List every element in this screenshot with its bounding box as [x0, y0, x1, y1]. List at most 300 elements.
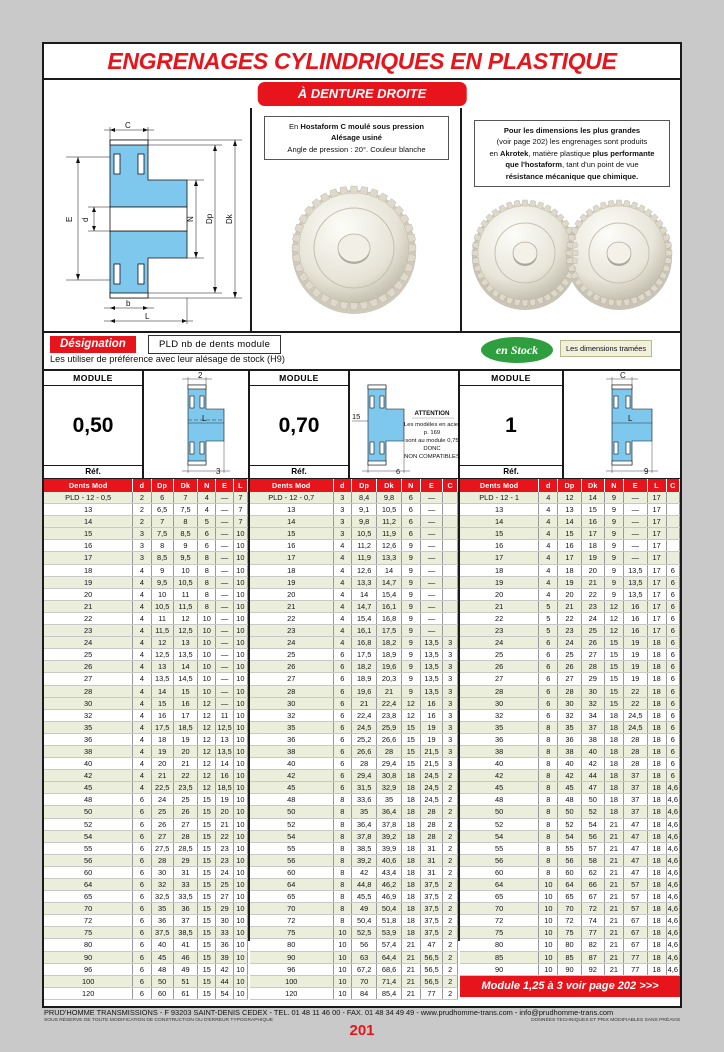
- table-row[interactable]: [460, 552, 680, 564]
- table-row[interactable]: [250, 516, 458, 528]
- cell-l: 10: [233, 866, 247, 878]
- cell-c: 6: [666, 576, 679, 588]
- cell-dk: 28: [377, 745, 402, 757]
- cell-n: 18: [401, 915, 420, 927]
- table-row[interactable]: [44, 625, 248, 637]
- cell-c: 4,6: [667, 807, 678, 817]
- table-row[interactable]: [44, 782, 248, 794]
- table-row[interactable]: [250, 637, 458, 649]
- table-row[interactable]: [44, 806, 248, 818]
- table-row[interactable]: [460, 721, 680, 733]
- table-row[interactable]: [250, 963, 458, 975]
- cell-dk: 25: [581, 625, 604, 637]
- table-row[interactable]: [460, 879, 680, 891]
- cell-l: 10: [233, 891, 247, 903]
- table-row[interactable]: [44, 975, 248, 987]
- cell-dp: 35: [558, 721, 581, 733]
- table-row[interactable]: [460, 866, 680, 878]
- col-header-e: E: [420, 479, 443, 492]
- cell-dp: 25: [558, 649, 581, 661]
- cell-dp: 9,8: [352, 516, 377, 528]
- table-row[interactable]: [250, 782, 458, 794]
- cell-dk: 9: [173, 540, 197, 552]
- table-row[interactable]: [460, 830, 680, 842]
- cell-d: 4: [539, 528, 558, 540]
- cell-c: 6: [666, 721, 679, 733]
- table-row[interactable]: [250, 492, 458, 504]
- cell-dp: 52: [558, 818, 581, 830]
- table-row[interactable]: [460, 915, 680, 927]
- table-row[interactable]: [44, 612, 248, 624]
- table-row[interactable]: [44, 540, 248, 552]
- table-row[interactable]: [250, 987, 458, 999]
- table-row[interactable]: [460, 697, 680, 709]
- table-row[interactable]: [44, 685, 248, 697]
- dim-label-N: N: [186, 216, 195, 222]
- table-row[interactable]: [460, 564, 680, 576]
- cell-d: 10: [539, 963, 558, 975]
- table-row[interactable]: [250, 673, 458, 685]
- table-row[interactable]: [460, 782, 680, 794]
- table-row[interactable]: [44, 637, 248, 649]
- cell-d: 4: [539, 576, 558, 588]
- table-row[interactable]: [460, 516, 680, 528]
- cell-dp: 80: [558, 939, 581, 951]
- cell-dk: 42: [581, 758, 604, 770]
- table-row[interactable]: [250, 927, 458, 939]
- table-row[interactable]: [250, 588, 458, 600]
- cell-c: 3: [443, 649, 458, 661]
- see-page-202-bar[interactable]: Module 1,25 à 3 voir page 202 >>>: [460, 976, 680, 997]
- cell-dp: 45,5: [352, 891, 377, 903]
- cell-dp: 19: [151, 745, 173, 757]
- table-row[interactable]: [44, 794, 248, 806]
- table-row[interactable]: [44, 576, 248, 588]
- table-row[interactable]: [250, 854, 458, 866]
- cell-c: 3: [443, 673, 458, 685]
- cell-n: 18: [401, 830, 420, 842]
- cell-l: 10: [233, 915, 247, 927]
- cell-dk: 82: [581, 939, 604, 951]
- cell-dk: 16,1: [377, 600, 402, 612]
- cell-l: 18: [647, 927, 666, 939]
- table-row[interactable]: [44, 963, 248, 975]
- cell-e: 37,5: [420, 891, 443, 903]
- cell-d: 10: [539, 915, 558, 927]
- cell-dk: 28: [581, 661, 604, 673]
- cell-dk: 30: [581, 685, 604, 697]
- table-row[interactable]: [250, 685, 458, 697]
- cell-designation: 75: [44, 927, 133, 939]
- cell-d: 8: [539, 758, 558, 770]
- table-row[interactable]: [44, 866, 248, 878]
- cell-d: 10: [333, 951, 352, 963]
- table-row[interactable]: [250, 552, 458, 564]
- cell-l: 10: [233, 951, 247, 963]
- cell-c: 6: [666, 600, 679, 612]
- cell-n: 15: [401, 733, 420, 745]
- cell-dp: 28: [352, 758, 377, 770]
- table-row[interactable]: [44, 842, 248, 854]
- spec-table-module-1: [460, 479, 680, 976]
- cell-d: 6: [133, 987, 151, 999]
- table-row[interactable]: [44, 492, 248, 504]
- table-row[interactable]: [460, 927, 680, 939]
- table-row[interactable]: [460, 951, 680, 963]
- cell-dp: 21: [352, 697, 377, 709]
- table-row[interactable]: [250, 528, 458, 540]
- cell-dk: 31: [173, 866, 197, 878]
- cell-e: —: [216, 673, 233, 685]
- cell-dp: 11,2: [352, 540, 377, 552]
- table-row[interactable]: [44, 661, 248, 673]
- table-row[interactable]: [460, 576, 680, 588]
- table-row[interactable]: [250, 879, 458, 891]
- cell-c: 2: [443, 770, 458, 782]
- cell-c: 2: [443, 963, 458, 975]
- table-row[interactable]: [44, 721, 248, 733]
- cell-c: 4,6: [667, 952, 678, 962]
- cell-dp: 38: [558, 745, 581, 757]
- cell-l: 17: [647, 564, 666, 576]
- cell-d: 6: [133, 879, 151, 891]
- cell-designation: 32: [44, 709, 133, 721]
- cell-e: 67: [623, 915, 647, 927]
- cell-e: 42: [216, 963, 233, 975]
- cell-e: 16: [623, 600, 647, 612]
- cell-dk: 68,6: [377, 963, 402, 975]
- cell-l: 18: [647, 782, 666, 794]
- table-row[interactable]: [460, 637, 680, 649]
- cell-c: 2: [443, 854, 458, 866]
- table-row[interactable]: [460, 625, 680, 637]
- cell-dk: 77: [581, 927, 604, 939]
- table-row[interactable]: [44, 891, 248, 903]
- cell-d: 10: [539, 879, 558, 891]
- table-row[interactable]: [44, 600, 248, 612]
- cell-designation: 40: [250, 758, 333, 770]
- cell-dp: 17,5: [151, 721, 173, 733]
- table-row[interactable]: [460, 794, 680, 806]
- cell-n: 21: [604, 927, 623, 939]
- table-row[interactable]: [44, 649, 248, 661]
- cell-designation: 26: [250, 661, 333, 673]
- col-header-dp: Dp: [558, 479, 581, 492]
- table-row[interactable]: [460, 540, 680, 552]
- cell-dk: 36: [173, 903, 197, 915]
- cell-designation: 54: [250, 830, 333, 842]
- cell-e: 37: [623, 794, 647, 806]
- table-row[interactable]: [250, 564, 458, 576]
- table-row[interactable]: [250, 818, 458, 830]
- cell-n: 18: [401, 891, 420, 903]
- cell-dp: 50,4: [352, 915, 377, 927]
- table-row[interactable]: [250, 915, 458, 927]
- table-row[interactable]: [460, 685, 680, 697]
- cell-designation: 70: [44, 903, 133, 915]
- cell-d: 6: [539, 709, 558, 721]
- table-row[interactable]: [250, 612, 458, 624]
- module-070-dim-center: 15: [352, 412, 361, 421]
- table-row[interactable]: [44, 733, 248, 745]
- col-header-dents-mod: Dents Mod: [250, 479, 333, 492]
- attention-line5: NON COMPATIBLES: [404, 454, 460, 460]
- table-row[interactable]: [44, 528, 248, 540]
- table-row[interactable]: [44, 854, 248, 866]
- cell-e: 36: [216, 939, 233, 951]
- cell-c: 6: [666, 637, 679, 649]
- cell-l: 10: [233, 576, 247, 588]
- cell-c: 4,6: [667, 795, 678, 805]
- table-row[interactable]: [44, 939, 248, 951]
- table-row[interactable]: [250, 770, 458, 782]
- cell-dp: 48: [151, 963, 173, 975]
- cell-d: 4: [333, 540, 352, 552]
- table-row[interactable]: [250, 600, 458, 612]
- col-header-l: L: [647, 479, 666, 492]
- table-row[interactable]: [460, 842, 680, 854]
- table-row[interactable]: [44, 673, 248, 685]
- cell-dk: 10,5: [377, 504, 402, 516]
- cell-designation: 52: [44, 818, 133, 830]
- table-row[interactable]: [460, 758, 680, 770]
- cell-designation: 40: [44, 758, 133, 770]
- table-row[interactable]: [250, 866, 458, 878]
- cell-c: 4,6: [667, 964, 678, 974]
- cell-d: 5: [539, 625, 558, 637]
- cell-d: 8: [539, 842, 558, 854]
- cell-c: 2: [443, 975, 458, 987]
- cell-e: 22: [623, 697, 647, 709]
- cell-dp: 49: [352, 903, 377, 915]
- cell-n: 15: [198, 806, 216, 818]
- table-row[interactable]: [44, 770, 248, 782]
- cell-e: 18,5: [217, 783, 232, 793]
- table-row[interactable]: [250, 830, 458, 842]
- cell-dp: 11,5: [151, 625, 173, 637]
- table-row[interactable]: [460, 939, 680, 951]
- table-row[interactable]: [250, 504, 458, 516]
- table-row[interactable]: [460, 528, 680, 540]
- table-row[interactable]: [44, 830, 248, 842]
- cell-designation: 25: [44, 649, 133, 661]
- cell-n: 8: [198, 576, 216, 588]
- table-row[interactable]: [44, 709, 248, 721]
- cell-n: 21: [401, 939, 420, 951]
- cell-l: 10: [233, 540, 247, 552]
- table-row[interactable]: [44, 552, 248, 564]
- table-row[interactable]: [460, 733, 680, 745]
- cell-dp: 28: [151, 854, 173, 866]
- cell-dk: 67: [581, 891, 604, 903]
- table-row[interactable]: [44, 903, 248, 915]
- table-row[interactable]: [460, 745, 680, 757]
- cell-n: 12: [604, 600, 623, 612]
- cell-dp: 7,5: [151, 528, 173, 540]
- table-row[interactable]: [44, 588, 248, 600]
- table-row[interactable]: [44, 564, 248, 576]
- table-row[interactable]: [460, 903, 680, 915]
- cell-dp: 64: [558, 879, 581, 891]
- table-row[interactable]: [44, 818, 248, 830]
- cell-designation: 15: [460, 528, 539, 540]
- cell-d: 10: [333, 975, 352, 987]
- table-row[interactable]: [250, 540, 458, 552]
- table-row[interactable]: [44, 516, 248, 528]
- table-row[interactable]: [250, 721, 458, 733]
- table-row[interactable]: [250, 733, 458, 745]
- cell-c: 4,6: [667, 892, 678, 902]
- cell-e: 56,5: [420, 963, 443, 975]
- cell-d: 6: [333, 733, 352, 745]
- cell-l: 10: [233, 939, 247, 951]
- cell-dk: 13,3: [377, 552, 402, 564]
- table-row[interactable]: [250, 661, 458, 673]
- cell-dk: 29: [581, 673, 604, 685]
- footer-company-line: PRUD'HOMME TRANSMISSIONS - F 93203 SAINT-DENIS CEDEX - TEL. 01 48 11 46 00 - FAX. 01 48 34 49 49 - www.prudhomme-trans.com - info@prudhomme-trans.com: [44, 1008, 614, 1017]
- col-header-d: d: [539, 479, 558, 492]
- cell-d: 4: [133, 612, 151, 624]
- cell-c: [666, 516, 679, 528]
- table-row[interactable]: [44, 951, 248, 963]
- cell-e: 77: [420, 987, 443, 999]
- cell-designation: 32: [250, 709, 333, 721]
- table-row[interactable]: [460, 854, 680, 866]
- table-row[interactable]: [460, 504, 680, 516]
- cell-n: 21: [604, 818, 623, 830]
- cell-e: 57: [623, 891, 647, 903]
- table-row[interactable]: [44, 697, 248, 709]
- cell-d: 6: [539, 685, 558, 697]
- cell-dp: 16: [151, 709, 173, 721]
- cell-dk: 46: [173, 951, 197, 963]
- table-row[interactable]: [250, 975, 458, 987]
- cell-n: 15: [401, 758, 420, 770]
- cell-e: 23: [216, 854, 233, 866]
- cell-e: 24,5: [623, 709, 647, 721]
- cell-l: 10: [233, 733, 247, 745]
- cell-d: 3: [333, 504, 352, 516]
- cell-n: 9: [401, 625, 420, 637]
- table-row[interactable]: [250, 951, 458, 963]
- cell-c: 4,6: [667, 928, 678, 938]
- cell-c: [443, 625, 458, 637]
- table-row[interactable]: [44, 504, 248, 516]
- cell-c: 6: [666, 745, 679, 757]
- table-row[interactable]: [460, 492, 680, 504]
- cell-l: 10: [233, 927, 247, 939]
- table-row[interactable]: [250, 794, 458, 806]
- table-row[interactable]: [460, 818, 680, 830]
- cell-e: 16: [420, 709, 443, 721]
- table-row[interactable]: [460, 649, 680, 661]
- table-row[interactable]: [460, 770, 680, 782]
- cell-n: 18: [401, 866, 420, 878]
- cell-e: —: [623, 552, 647, 564]
- table-row[interactable]: [44, 987, 248, 999]
- table-row[interactable]: [44, 927, 248, 939]
- module-ref: Réf.: [460, 465, 562, 478]
- table-row[interactable]: [250, 697, 458, 709]
- cell-e: 13,5: [623, 564, 647, 576]
- cell-d: 4: [133, 673, 151, 685]
- cell-dp: 48: [558, 794, 581, 806]
- table-row[interactable]: [460, 806, 680, 818]
- cell-dk: 33: [173, 879, 197, 891]
- cell-e: —: [216, 697, 233, 709]
- cell-d: 2: [133, 504, 151, 516]
- cell-n: 15: [198, 818, 216, 830]
- table-row[interactable]: [460, 963, 680, 975]
- cell-d: 5: [539, 600, 558, 612]
- cell-c: 3: [443, 697, 458, 709]
- cell-dp: 20: [151, 758, 173, 770]
- cell-designation: PLD - 12 - 0,7: [250, 492, 333, 504]
- table-row[interactable]: [250, 891, 458, 903]
- table-row[interactable]: [44, 915, 248, 927]
- cell-e: 19: [623, 661, 647, 673]
- cell-dp: 17,5: [352, 649, 377, 661]
- table-row[interactable]: [460, 612, 680, 624]
- table-row[interactable]: [250, 576, 458, 588]
- table-row[interactable]: [250, 649, 458, 661]
- table-row[interactable]: [460, 673, 680, 685]
- table-row[interactable]: [250, 758, 458, 770]
- cell-designation: 100: [250, 975, 333, 987]
- module-label: MODULE: [44, 371, 142, 386]
- table-row[interactable]: [44, 879, 248, 891]
- table-row[interactable]: [44, 758, 248, 770]
- table-row[interactable]: [250, 806, 458, 818]
- dim-label-d: d: [81, 217, 90, 222]
- cell-dk: 14: [173, 661, 197, 673]
- cell-e: —: [420, 504, 443, 516]
- table-row[interactable]: [250, 939, 458, 951]
- table-row[interactable]: [460, 588, 680, 600]
- cell-e: 33: [216, 927, 233, 939]
- table-row[interactable]: [250, 625, 458, 637]
- cell-d: 6: [133, 830, 151, 842]
- table-row[interactable]: [250, 903, 458, 915]
- cell-e: —: [420, 516, 443, 528]
- cell-d: 2: [133, 492, 151, 504]
- table-row[interactable]: [460, 709, 680, 721]
- cell-d: 8: [333, 915, 352, 927]
- cell-e: 13,5: [420, 637, 443, 649]
- cell-dp: 12: [151, 637, 173, 649]
- cell-designation: 35: [44, 721, 133, 733]
- table-row[interactable]: [44, 745, 248, 757]
- cell-designation: PLD - 12 - 1: [460, 492, 539, 504]
- cell-designation: 24: [460, 637, 539, 649]
- cell-dk: 26,6: [377, 733, 402, 745]
- table-row[interactable]: [460, 891, 680, 903]
- cell-n: 10: [198, 612, 216, 624]
- table-row[interactable]: [250, 842, 458, 854]
- table-row[interactable]: [460, 661, 680, 673]
- cell-d: 4: [133, 600, 151, 612]
- table-row[interactable]: [250, 745, 458, 757]
- cell-c: 6: [666, 685, 679, 697]
- cell-dk: 33,5: [173, 891, 197, 903]
- cell-d: 6: [539, 661, 558, 673]
- cell-n: 9: [401, 576, 420, 588]
- table-row[interactable]: [460, 600, 680, 612]
- cell-e: —: [420, 612, 443, 624]
- cell-n: 9: [401, 600, 420, 612]
- cell-dp: 19: [558, 576, 581, 588]
- table-row[interactable]: [250, 709, 458, 721]
